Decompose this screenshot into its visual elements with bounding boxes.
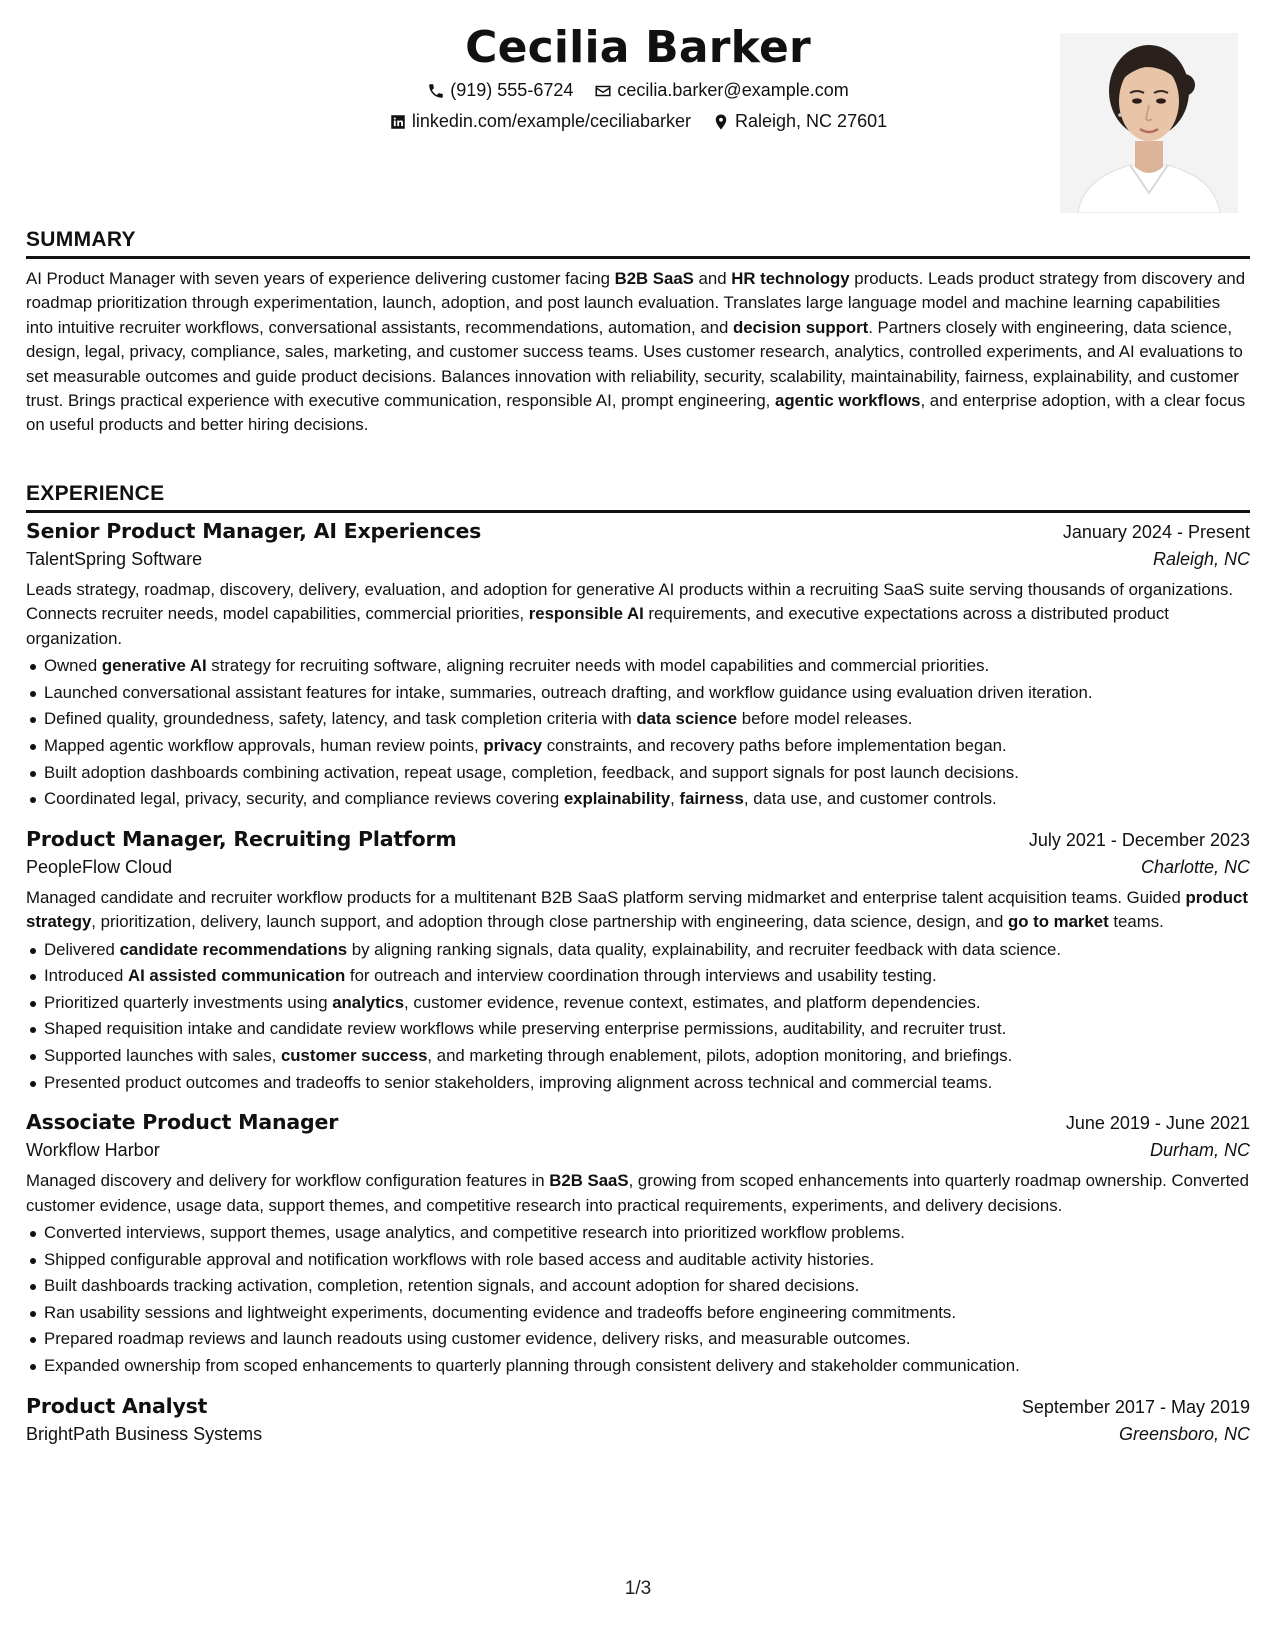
- bold-keyword: decision support: [733, 317, 869, 337]
- text-run: Shipped configurable approval and notification workflows with role based access and auditable activity histories.: [44, 1249, 875, 1269]
- job-bullets: [26, 653, 1250, 813]
- text-run: AI Product Manager with seven years of experience delivering customer facing: [26, 269, 615, 288]
- job-location: Charlotte, NC: [1140, 856, 1250, 877]
- bold-keyword: responsible AI: [528, 604, 644, 624]
- envelope-icon: [594, 82, 612, 100]
- profile-photo: [1060, 33, 1238, 213]
- job-description: [26, 886, 1250, 935]
- text-run: for outreach and interview coordination through interviews and usability testing.: [345, 966, 937, 986]
- text-run: Coordinated legal, privacy, security, and compliance reviews covering: [44, 789, 564, 809]
- bold-keyword: generative AI: [101, 656, 207, 676]
- text-run: Managed candidate and recruiter workflow products for a multitenant B2B SaaS platform serving midmarket and enterprise talent acquisition teams. Guided: [26, 887, 1186, 907]
- bullet-item: [44, 1220, 1250, 1247]
- bullet-item: [44, 680, 1250, 707]
- page-number: 1/3: [624, 1578, 652, 1599]
- job-title: Product Analyst: [26, 1393, 208, 1418]
- text-run: Introduced: [44, 966, 128, 986]
- bullet-item: [44, 1300, 1250, 1327]
- job-title: Product Manager, Recruiting Platform: [26, 826, 457, 851]
- location-contact: [712, 111, 887, 132]
- bullet-item: [44, 1043, 1250, 1070]
- summary-text: [26, 267, 1250, 438]
- job-title: Associate Product Manager: [26, 1110, 339, 1135]
- job-bullets: [26, 937, 1250, 1097]
- bold-keyword: AI assisted communication: [127, 966, 346, 986]
- bullet-item: [44, 706, 1250, 733]
- phone-icon: [427, 82, 445, 100]
- text-run: . Partners closely with engineering, data science, design, legal, privacy, compliance, sales, marketing, and customer success teams. Uses customer research, analytics, controlled experiments, and AI evaluations to set measurable outcomes and guide product decisions. Balances innovation with reliability, security, scalability, maintainability, fairness, explainability, and customer trust. Brings practical experience with executive communication, responsible AI, prompt engineering,: [26, 317, 1243, 411]
- text-run: Managed discovery and delivery for workflow configuration features in: [26, 1171, 550, 1191]
- text-run: Owned: [44, 656, 102, 676]
- text-run: teams.: [1108, 912, 1164, 932]
- candidate-name: Cecilia Barker: [465, 22, 811, 73]
- text-run: , growing from scoped enhancements into quarterly roadmap ownership. Converted customer evidence, usage data, support themes, and competitive research into practical requirements, experiments, and delivery decisions.: [26, 1171, 1249, 1215]
- text-run: Launched conversational assistant features for intake, summaries, outreach drafting, and workflow guidance using evaluation driven iteration.: [44, 682, 1093, 702]
- text-run: requirements, and executive expectations across a distributed product organization.: [26, 604, 1169, 648]
- job-description: [26, 1169, 1250, 1218]
- text-run: Delivered: [44, 939, 120, 959]
- bold-keyword: analytics: [332, 992, 405, 1012]
- text-run: Expanded ownership from scoped enhancements to quarterly planning through consistent delivery and stakeholder communication.: [44, 1355, 1020, 1375]
- text-run: and: [693, 269, 732, 288]
- bullet-item: [44, 963, 1250, 990]
- job-location: Raleigh, NC: [1152, 549, 1250, 569]
- bullet-item: [44, 1247, 1250, 1274]
- job-location: Greensboro, NC: [1118, 1423, 1250, 1444]
- text-run: Defined quality, groundedness, safety, latency, and task completion criteria with: [44, 709, 637, 729]
- text-run: Supported launches with sales,: [44, 1045, 281, 1065]
- experience-heading: EXPERIENCE: [26, 482, 1250, 513]
- bold-keyword: customer success: [280, 1045, 428, 1065]
- bullet-item: [44, 1353, 1250, 1380]
- company-name: PeopleFlow Cloud: [26, 856, 173, 877]
- job-description: [26, 578, 1250, 651]
- text-run: Built adoption dashboards combining activation, repeat usage, completion, feedback, and support signals for post launch decisions.: [44, 762, 1019, 782]
- summary-heading: SUMMARY: [26, 228, 1250, 259]
- resume-page: [26, 0, 1250, 1650]
- text-run: , and enterprise adoption, with a clear focus on useful products and better hiring decisions.: [26, 391, 1246, 435]
- bold-keyword: privacy: [483, 736, 543, 755]
- text-run: Converted interviews, support themes, usage analytics, and competitive research into prioritized workflow problems.: [44, 1222, 905, 1242]
- text-run: Prepared roadmap reviews and launch readouts using customer evidence, delivery risks, and measurable outcomes.: [44, 1329, 911, 1349]
- bold-keyword: product strategy: [26, 887, 1248, 932]
- company-name: TalentSpring Software: [26, 549, 203, 569]
- bold-keyword: explainability: [563, 789, 671, 809]
- job-entry: [26, 1110, 1250, 1379]
- location-text: Raleigh, NC 27601: [735, 111, 888, 131]
- company-name: Workflow Harbor: [26, 1140, 160, 1161]
- text-run: Shaped requisition intake and candidate review workflows while preserving enterprise permissions, auditability, and recruiter trust.: [44, 1019, 1007, 1039]
- bullet-item: [44, 1273, 1250, 1300]
- job-entry: [26, 827, 1250, 1096]
- text-run: before model releases.: [737, 709, 913, 729]
- job-dates: July 2021 - December 2023: [1028, 829, 1250, 850]
- bullet-item: [44, 1326, 1250, 1353]
- linkedin-icon: [389, 113, 407, 131]
- email-contact[interactable]: [594, 80, 848, 101]
- bullet-item: [44, 760, 1250, 787]
- job-dates: September 2017 - May 2019: [1021, 1396, 1250, 1417]
- text-run: products. Leads product strategy from discovery and roadmap prioritization through experimentation, launch, adoption, and post launch evaluation. Translates large language model and machine learning capabilities into intuitive recruiter workflows, conversational assistants, recommendations, automation, and: [26, 269, 1246, 337]
- resume-header: [26, 0, 1250, 220]
- bullet-item: [44, 733, 1250, 760]
- linkedin-contact[interactable]: [389, 111, 691, 132]
- bold-keyword: B2B SaaS: [549, 1171, 629, 1191]
- linkedin-text[interactable]: linkedin.com/example/ceciliabarker: [411, 111, 691, 131]
- bullet-item: [44, 786, 1250, 813]
- bold-keyword: HR technology: [731, 269, 850, 288]
- text-run: Built dashboards tracking activation, completion, retention signals, and account adoption for shared decisions.: [44, 1276, 860, 1296]
- job-entry: [26, 1394, 1250, 1445]
- bold-keyword: candidate recommendations: [119, 939, 348, 959]
- text-run: , prioritization, delivery, launch support, and adoption through close partnership with engineering, data science, design, and: [91, 912, 1008, 932]
- job-dates: January 2024 - Present: [1062, 522, 1250, 542]
- text-run: by aligning ranking signals, data quality, explainability, and recruiter feedback with data science.: [347, 939, 1062, 959]
- bullet-item: [44, 1070, 1250, 1097]
- text-run: Mapped agentic workflow approvals, human review points,: [44, 736, 484, 755]
- bullet-item: [44, 937, 1250, 964]
- text-run: Ran usability sessions and lightweight experiments, documenting evidence and tradeoffs before engineering commitments.: [44, 1302, 956, 1322]
- text-run: strategy for recruiting software, aligning recruiter needs with model capabilities and commercial priorities.: [206, 656, 990, 676]
- text-run: Leads strategy, roadmap, discovery, delivery, evaluation, and adoption for generative AI products within a recruiting SaaS suite serving thousands of organizations. Connects recruiter needs, model capabilities, commercial priorities,: [26, 580, 1234, 624]
- bold-keyword: agentic workflows: [775, 391, 921, 411]
- text-run: constraints, and recovery paths before implementation began.: [542, 736, 1007, 755]
- bold-keyword: go to market: [1008, 912, 1109, 932]
- map-pin-icon: [712, 113, 730, 131]
- bold-keyword: data science: [636, 709, 738, 729]
- phone-contact: [427, 80, 573, 101]
- company-name: BrightPath Business Systems: [26, 1423, 263, 1444]
- job-dates: June 2019 - June 2021: [1065, 1113, 1250, 1134]
- summary-section: [26, 228, 1250, 438]
- job-title: Senior Product Manager, AI Experiences: [26, 519, 482, 543]
- job-bullets: [26, 1220, 1250, 1380]
- email-text[interactable]: cecilia.barker@example.com: [617, 80, 849, 100]
- phone-text: (919) 555-6724: [450, 80, 574, 100]
- bold-keyword: B2B SaaS: [614, 269, 694, 288]
- text-run: Prioritized quarterly investments using: [44, 992, 333, 1012]
- text-run: , and marketing through enablement, pilots, adoption monitoring, and briefings.: [427, 1045, 1013, 1065]
- text-run: Presented product outcomes and tradeoffs to senior stakeholders, improving alignment across technical and commercial teams.: [44, 1072, 993, 1092]
- job-location: Durham, NC: [1149, 1140, 1250, 1161]
- bullet-item: [44, 990, 1250, 1017]
- experience-section: [26, 482, 1250, 1445]
- bold-keyword: fairness: [679, 789, 744, 809]
- text-run: , data use, and customer controls.: [743, 789, 997, 809]
- text-run: ,: [670, 789, 680, 809]
- job-entry: [26, 519, 1250, 813]
- bullet-item: [44, 653, 1250, 680]
- text-run: , customer evidence, revenue context, estimates, and platform dependencies.: [404, 992, 981, 1012]
- bullet-item: [44, 1016, 1250, 1043]
